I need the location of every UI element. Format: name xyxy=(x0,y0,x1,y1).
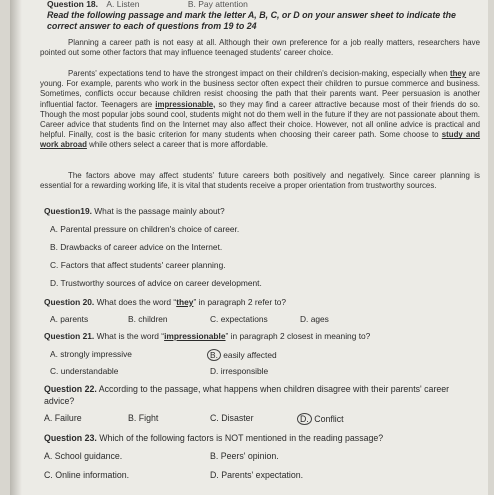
q19-option-b[interactable]: B. Drawbacks of career advice on the Internet. xyxy=(50,242,223,252)
q19-option-d[interactable]: D. Trustworthy sources of advice on career development. xyxy=(50,278,262,288)
q20-option-b[interactable]: B. children xyxy=(128,314,168,324)
phrase-study-abroad: study and work abroad xyxy=(40,130,481,150)
question-18-line xyxy=(47,0,254,9)
q22-option-b[interactable]: B. Fight xyxy=(128,413,159,423)
q21-option-a[interactable]: A. strongly impressive xyxy=(50,349,132,359)
word-impressionable: impressionable, xyxy=(155,99,216,109)
question-20: Question 20. What does the word “they” in paragraph 2 refer to? xyxy=(44,297,287,307)
question-19: Question19. What is the passage mainly about? xyxy=(44,206,225,216)
q22-option-a[interactable]: A. Failure xyxy=(44,413,82,423)
q22-option-c[interactable]: C. Disaster xyxy=(210,413,254,423)
word-they: they xyxy=(449,69,467,78)
passage-paragraph-1: Planning a career path is not easy at all. Although their own preference for a job really matters, researchers have pointed out some other factors that may influence teenaged students' career choice. xyxy=(40,38,480,58)
q23-option-b[interactable]: B. Peers' opinion. xyxy=(210,451,279,461)
question-21: Question 21. What is the word “impressionable” in paragraph 2 closest in meaning to? xyxy=(44,331,371,341)
q19-option-a[interactable]: A. Parental pressure on children's choice of career. xyxy=(50,224,240,234)
q18-option-b: B. Pay attention xyxy=(187,0,248,9)
answer-circle: B. xyxy=(207,349,221,361)
passage-paragraph-2: Parents' expectations tend to have the strongest impact on their children's decision-making, especially when they are young. For example, parents who work in the business sector often expect their children to pursue commerce and business. Sometimes, conflicts occur because children resist choosing the path that their parents want. Peer persuasion is another influential factor. Teenagers are impressionable, so they may find a career attractive because most of their friends do so. Though the most popular jobs sound cool, students might not do them well in the future if they are not passionate about them. Career advice that students find on the Internet may also affect their choice. However, not all online advice is practical and helpful. Finally, cost is the basic criterion for many students when choosing their career path. Some choose to study and work abroad while others select a career that is more affordable. xyxy=(40,69,481,150)
worksheet-page xyxy=(10,0,488,495)
q23-option-d[interactable]: D. Parents' expectation. xyxy=(210,470,304,480)
question-22: Question 22. According to the passage, what happens when children disagree with their parents' career advice? xyxy=(44,384,450,406)
q21-option-c[interactable]: C. understandable xyxy=(50,366,119,376)
q22-option-d[interactable]: D. Conflict xyxy=(300,413,344,425)
q18-label: Question 18. xyxy=(47,0,99,9)
q20-option-d[interactable]: D. ages xyxy=(300,314,329,324)
q21-option-b[interactable]: B. easily affected xyxy=(210,349,277,361)
q23-option-a[interactable]: A. School guidance. xyxy=(44,451,123,461)
instructions: Read the following passage and mark the letter A, B, C, or D on your answer sheet to indicate the correct answer to each of questions from 19 to 24 xyxy=(47,10,456,31)
question-23: Question 23. Which of the following factors is NOT mentioned in the reading passage? xyxy=(44,433,384,443)
passage-paragraph-3: The factors above may affect students' future careers both positively and negatively. Since career planning is essential for a rewarding working life, it is vital that students receive a proper orientation from trustworthy sources. xyxy=(40,171,480,191)
answer-circle: D. xyxy=(297,413,312,425)
q23-option-c[interactable]: C. Online information. xyxy=(44,470,130,480)
q20-option-c[interactable]: C. expectations xyxy=(210,314,268,324)
q21-option-d[interactable]: D. irresponsible xyxy=(210,366,269,376)
q20-option-a[interactable]: A. parents xyxy=(50,314,89,324)
q18-option-a: A. Listen xyxy=(106,0,140,9)
q19-option-c[interactable]: C. Factors that affect students' career planning. xyxy=(50,260,226,270)
page-shadow xyxy=(10,0,22,495)
